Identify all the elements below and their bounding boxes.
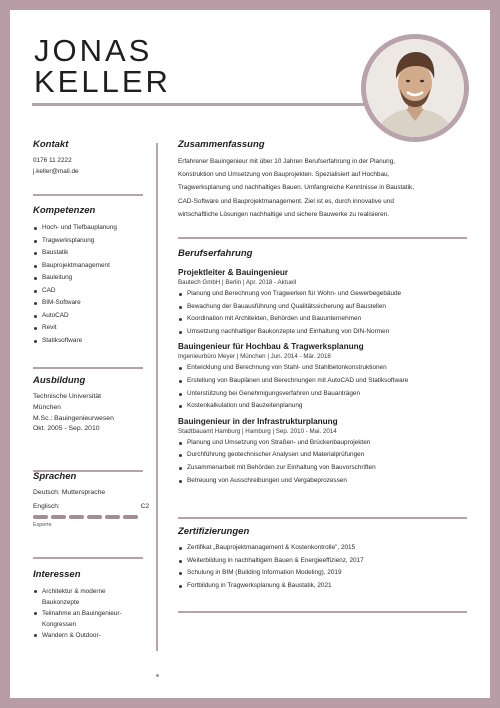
list-item: BIM-Software bbox=[33, 297, 149, 310]
languages-title: Sprachen bbox=[33, 471, 77, 482]
job-bullets bbox=[178, 437, 468, 487]
proficiency-segment bbox=[51, 515, 66, 519]
skills-section bbox=[33, 205, 149, 347]
job-bullets bbox=[178, 288, 468, 338]
list-item: Bewachung der Bauausführung und Qualitätssicherung auf Baustellen bbox=[178, 301, 468, 314]
profile-photo-frame bbox=[361, 34, 469, 142]
interests-list bbox=[33, 586, 149, 641]
interest-text: Baukonzepte bbox=[42, 599, 80, 606]
list-item: Tragwerksplanung bbox=[33, 235, 149, 248]
list-item: Fortbildung in Tragwerksplanung & Baustatik, 2021 bbox=[178, 580, 468, 593]
last-name: KELLER bbox=[34, 64, 171, 99]
proficiency-segment bbox=[123, 515, 138, 519]
list-item: Entwicklung und Berechnung von Stahl- und Stahlbetonkonstruktionen bbox=[178, 362, 468, 375]
summary-line: Erfahrener Bauingenieur mit über 10 Jahren Berufserfahrung in der Planung, bbox=[178, 158, 396, 165]
proficiency-segment bbox=[87, 515, 102, 519]
list-item: Bauprojektmanagement bbox=[33, 260, 149, 273]
summary-line: wirtschaftliche Lösungen nachhaltige und sichere Bauwerke zu realisieren. bbox=[178, 210, 390, 218]
job-meta: Ingenieurbüro Meyer | München | Jun. 2014 - Mär. 2018 bbox=[178, 353, 331, 361]
resume-page bbox=[10, 10, 490, 698]
interests-section bbox=[33, 569, 149, 641]
summary-line: Tragwerksplanung und nachhaltiges Bauen. Umfangreiche Kenntnisse in Baustatik, bbox=[178, 184, 415, 192]
list-item bbox=[33, 586, 149, 608]
list-item: Planung und Berechnung von Tragwerken für Wohn- und Gewerbegebäude bbox=[178, 288, 468, 301]
job-title: Projektleiter & Bauingenieur bbox=[178, 268, 289, 277]
contact-email: j.keller@mail.de bbox=[33, 167, 79, 175]
list-item: Revit bbox=[33, 322, 149, 335]
list-item: Hoch- und Tiefbauplanung bbox=[33, 222, 149, 235]
divider-rule bbox=[178, 611, 467, 613]
list-item: Koordination mit Architekten, Behörden und Bauunternehmen bbox=[178, 313, 468, 326]
skills-list bbox=[33, 222, 149, 347]
list-item: Zusammenarbeit mit Behörden zur Einhaltung von Bauvorschriften bbox=[178, 462, 468, 475]
column-divider bbox=[156, 143, 158, 651]
experience-section bbox=[178, 248, 468, 487]
language-proficiency-bar bbox=[33, 515, 149, 519]
list-item bbox=[33, 608, 149, 630]
language-native: Deutsch: Muttersprache bbox=[33, 489, 106, 496]
portrait-illustration bbox=[366, 39, 464, 137]
education-section bbox=[33, 375, 149, 435]
job-meta: Bautech GmbH | Berlin | Apr. 2018 - Aktuell bbox=[178, 279, 297, 286]
list-item: Unterstützung bei Genehmigungsverfahren und Bauanträgen bbox=[178, 388, 468, 401]
summary-section bbox=[178, 139, 468, 221]
list-item: Umsetzung nachhaltiger Baukonzepte und Einhaltung von DIN-Normen bbox=[178, 326, 468, 339]
divider-rule bbox=[33, 367, 143, 369]
list-item: Durchführung geotechnischer Analysen und Materialprüfungen bbox=[178, 449, 468, 462]
proficiency-segment bbox=[33, 515, 48, 519]
first-name: JONAS bbox=[34, 33, 153, 68]
certifications-title: Zertifizierungen bbox=[178, 526, 250, 537]
experience-title: Berufserfahrung bbox=[178, 248, 253, 259]
job-meta: Stadtbauamt Hamburg | Hamburg | Sep. 2010 - Mai. 2014 bbox=[178, 427, 337, 435]
list-item: Bauleitung bbox=[33, 272, 149, 285]
contact-title: Kontakt bbox=[33, 139, 69, 150]
education-school: Technische Universität bbox=[33, 393, 101, 400]
list-item: Weiterbildung in nachhaltigem Bauen & Energieeffizienz, 2017 bbox=[178, 555, 468, 568]
interest-text: Architektur & moderne bbox=[42, 588, 106, 595]
list-item: Erstellung von Bauplänen und Berechnungen mit AutoCAD und Statiksoftware bbox=[178, 375, 468, 388]
list-item bbox=[33, 630, 149, 641]
education-city: München bbox=[33, 403, 61, 411]
interest-text: Kongressen bbox=[42, 621, 77, 628]
job-entry bbox=[178, 341, 468, 412]
contact-phone: 0176 11 2222 bbox=[33, 157, 72, 164]
list-item: Zertifikat „Bauprojektmanagement & Kostenkontrolle", 2015 bbox=[178, 542, 468, 555]
summary-line: CAD-Software und Bauprojektmanagement. Ziel ist es, durch innovative und bbox=[178, 197, 394, 205]
education-period: Okt. 2005 - Sep. 2010 bbox=[33, 425, 100, 433]
list-item: Planung und Umsetzung von Straßen- und Brückenbauprojekten bbox=[178, 437, 468, 450]
education-degree: M.Sc.: Bauingenieurwesen bbox=[33, 414, 114, 422]
contact-section bbox=[33, 139, 149, 178]
skills-title: Kompetenzen bbox=[33, 205, 96, 216]
certifications-list bbox=[178, 542, 468, 592]
job-title: Bauingenieur in der Infrastrukturplanung bbox=[178, 416, 338, 426]
education-title: Ausbildung bbox=[33, 375, 86, 386]
job-entry bbox=[178, 267, 468, 338]
name-underline bbox=[32, 103, 366, 106]
language-english-row bbox=[33, 503, 149, 510]
job-bullets bbox=[178, 362, 468, 412]
job-entry bbox=[178, 416, 468, 487]
list-item: Statiksoftware bbox=[33, 335, 149, 348]
divider-rule bbox=[178, 517, 467, 519]
interests-title: Interessen bbox=[33, 569, 81, 580]
list-item: Schulung in BIM (Building Information Modeling), 2019 bbox=[178, 567, 468, 580]
list-item: Kostenkalkulation und Bauzeitenplanung bbox=[178, 400, 468, 413]
job-title: Bauingenieur für Hochbau & Tragwerksplanung bbox=[178, 342, 364, 352]
languages-section bbox=[33, 471, 149, 528]
divider-rule bbox=[33, 557, 143, 559]
list-item: Betreuung von Ausschreibungen und Vergabeprozessen bbox=[178, 475, 468, 488]
list-item: AutoCAD bbox=[33, 310, 149, 323]
interest-text: Teilnahme an Bauingenieur- bbox=[42, 610, 122, 617]
summary-line: Konstruktion und Umsetzung von Bauprojekten. Spezialisiert auf Hochbau, bbox=[178, 171, 390, 179]
profile-photo bbox=[366, 39, 464, 137]
summary-title: Zusammenfassung bbox=[178, 139, 265, 150]
certifications-section bbox=[178, 526, 468, 592]
interest-text: Wandern & Outdoor- bbox=[42, 632, 101, 639]
language-english-label: Englisch: bbox=[33, 502, 60, 510]
list-item: CAD bbox=[33, 285, 149, 298]
proficiency-segment bbox=[105, 515, 120, 519]
page-marker bbox=[156, 674, 159, 677]
list-item: Baustatik bbox=[33, 247, 149, 260]
divider-rule bbox=[178, 237, 467, 239]
divider-rule bbox=[33, 194, 143, 196]
language-descriptor: Experte bbox=[33, 521, 52, 528]
proficiency-segment bbox=[69, 515, 84, 519]
summary-text bbox=[178, 155, 468, 221]
language-english-level: C2 bbox=[140, 502, 149, 510]
